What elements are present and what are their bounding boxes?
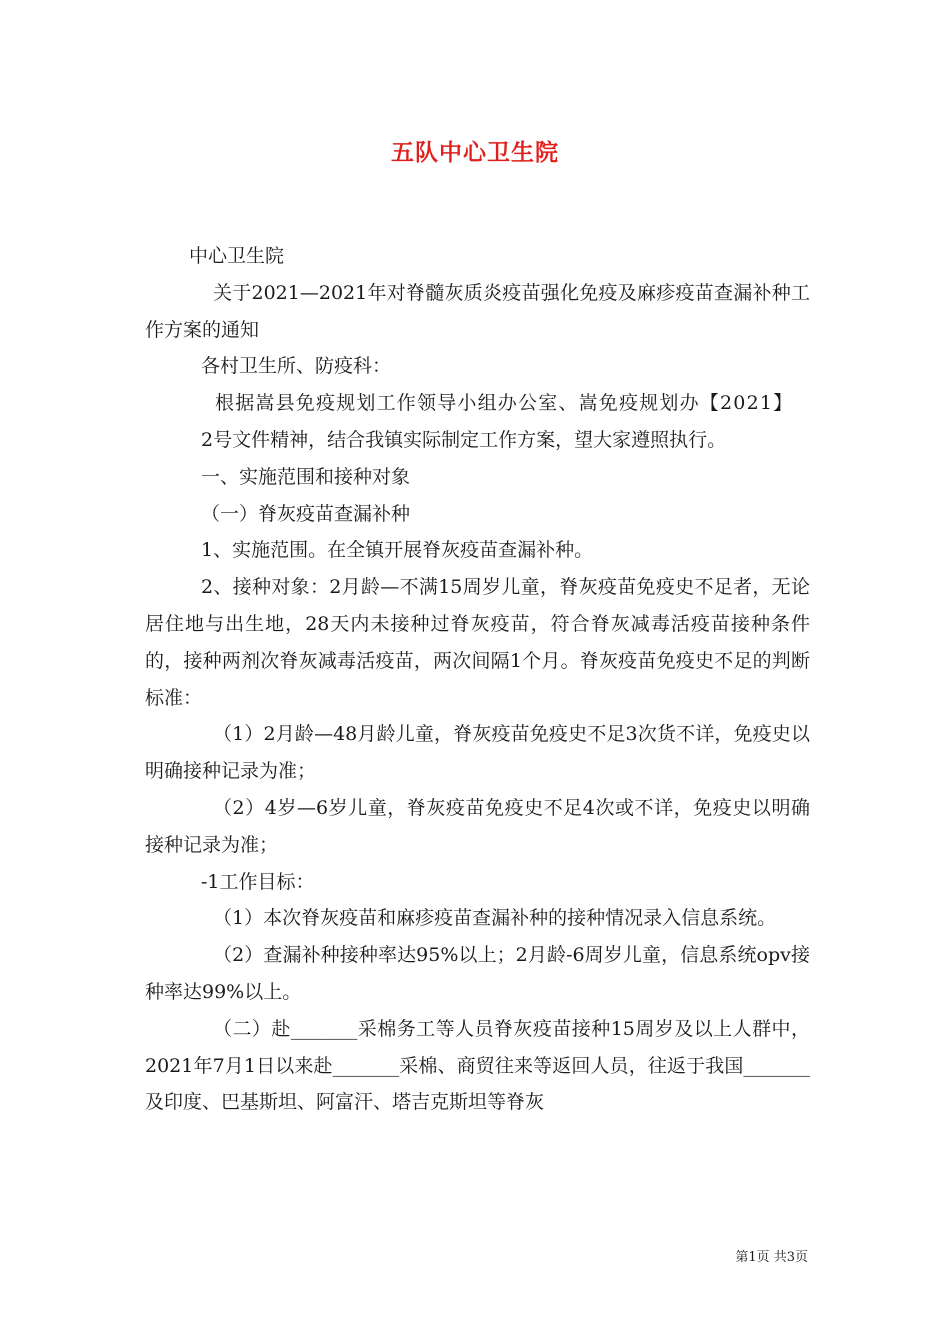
paragraph-criterion-2: （2）4岁—6岁儿童，脊灰疫苗免疫史不足4次或不详，免疫史以明确接种记录为准；: [145, 796, 810, 856]
document-title: 五队中心卫生院: [391, 139, 559, 166]
paragraph-subsection-2: （二）赴_______采棉务工等人员脊灰疫苗接种15周岁及以上人群中，2021年7月1日以来赴_______采棉、商贸往来等返回人员，往返于我国_______及印度、巴基斯坦、阿富汗、塔吉克斯坦等脊灰: [145, 1017, 810, 1114]
heading-goals: -1工作目标：: [201, 870, 315, 893]
paragraph-goal-2: （2）查漏补种接种率达95%以上；2月龄-6周岁儿童，信息系统opv接种率达99%以上。: [145, 944, 810, 1003]
paragraph-scope: 1、实施范围。在全镇开展脊灰疫苗查漏补种。: [201, 539, 594, 562]
paragraph-recipient-org: 中心卫生院: [189, 245, 285, 267]
paragraph-addressee: 各村卫生所、防疫科：: [201, 355, 392, 378]
paragraph-notice-title: 关于2021—2021年对脊髓灰质炎疫苗强化免疫及麻疹疫苗查漏补种工作方案的通知: [145, 281, 810, 341]
heading-subsection-1: （一）脊灰疫苗查漏补种: [201, 502, 411, 525]
document-body: [145, 238, 810, 1121]
paragraph-target: 2、接种对象：2月龄—不满15周岁儿童，脊灰疫苗免疫史不足者，无论居住地与出生地，28天内未接种过脊灰疫苗，符合脊灰减毒活疫苗接种条件的，接种两剂次脊灰减毒活疫苗，两次间隔1个月。脊灰疫苗免疫史不足的判断标准：: [145, 576, 810, 709]
paragraph-basis-cont: 2号文件精神，结合我镇实际制定工作方案，望大家遵照执行。: [201, 428, 727, 451]
paragraph-goal-1: （1）本次脊灰疫苗和麻疹疫苗查漏补种的接种情况录入信息系统。: [213, 907, 777, 930]
paragraph-basis: 根据嵩县免疫规划工作领导小组办公室、嵩免疫规划办【2021】: [215, 392, 794, 415]
page-footer: 第1页 共3页: [735, 1250, 808, 1265]
heading-section-1: 一、实施范围和接种对象: [201, 465, 411, 488]
paragraph-criterion-1: （1）2月龄—48月龄儿童，脊灰疫苗免疫史不足3次货不详，免疫史以明确接种记录为准；: [145, 723, 810, 783]
